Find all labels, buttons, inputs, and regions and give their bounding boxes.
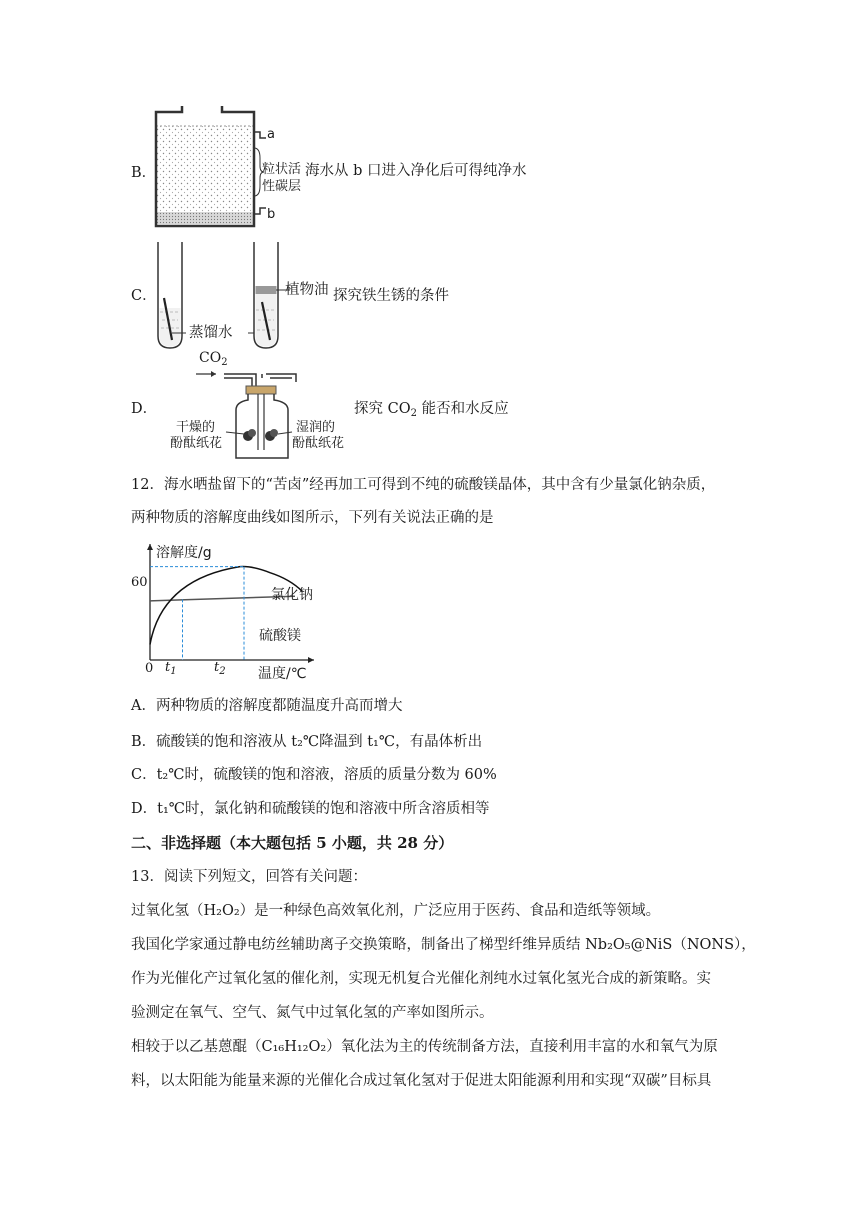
- x-axis-arrow: [308, 657, 314, 663]
- q13-paragraph-1: 过氧化氢（H₂O₂）是一种绿色高效氧化剂，广泛应用于医药、食品和造纸等领域。: [131, 903, 661, 919]
- q13-paragraph-2-line-3: 验测定在氧气、空气、氮气中过氧化氢的产率如图所示。: [131, 1005, 494, 1021]
- chart-x-tick-t2: $t_2$: [214, 660, 226, 677]
- chart-origin-label: 0: [145, 661, 154, 676]
- q12-stem-line-2: 两种物质的溶解度曲线如图所示，下列有关说法正确的是: [131, 510, 494, 526]
- port-a-label: a: [267, 127, 275, 142]
- q13-paragraph-2-line-1: 我国化学家通过静电纺丝辅助离子交换策略，制备出了梯型纤维异质结 Nb₂O₅@NiS（NONS），: [131, 937, 756, 953]
- q13-intro: 13．阅读下列短文，回答有关问题：: [131, 869, 367, 885]
- q13-paragraph-3-line-1: 相较于以乙基蒽醌（C₁₆H₁₂O₂）氧化法为主的传统制备方法，直接利用丰富的水和氧气为原: [131, 1039, 718, 1055]
- carbon-filter-diagram: [150, 104, 270, 234]
- carbon-layer-label-1: 粒状活: [262, 162, 302, 177]
- q12-option-d: D．t₁℃时，氯化钠和硫酸镁的饱和溶液中所含溶质相等: [131, 801, 490, 817]
- water-label: 蒸馏水: [189, 325, 233, 341]
- q12-option-c: C．t₂℃时，硫酸镁的饱和溶液，溶质的质量分数为 60%: [131, 767, 497, 783]
- carbon-layer-label-2: 性碳层: [262, 179, 302, 194]
- option-c-description: 探究铁生锈的条件: [333, 288, 449, 304]
- q12-stem-line-1: 12．海水晒盐留下的“苦卤”经再加工可得到不纯的硫酸镁晶体，其中含有少量氯化钠杂质，: [131, 477, 716, 493]
- wet-flower-label-2: 酚酞纸花: [292, 436, 345, 451]
- chart-y-tick-60: 60: [131, 575, 148, 590]
- series-label-nacl: 氯化钠: [271, 587, 313, 603]
- option-b-description: 海水从 b 口进入净化后可得纯净水: [305, 163, 527, 179]
- q12-option-a: A．两种物质的溶解度都随温度升高而增大: [131, 698, 403, 714]
- option-d-description: 探究 $CO_2$ 能否和水反应: [354, 401, 509, 419]
- chart-y-label: 溶解度/g: [156, 545, 212, 561]
- oil-label: 植物油: [285, 282, 329, 298]
- q12-option-b: B．硫酸镁的饱和溶液从 t₂℃降温到 t₁℃，有晶体析出: [131, 734, 483, 750]
- option-c-letter: C．: [131, 288, 157, 304]
- dry-flower-label-1: 干燥的: [176, 420, 216, 435]
- y-axis-arrow: [147, 544, 153, 550]
- chart-x-tick-t1: $t_1$: [165, 660, 177, 677]
- wet-flower-label-1: 湿润的: [296, 420, 336, 435]
- section-2-heading: 二、非选择题（本大题包括 5 小题，共 28 分）: [131, 834, 454, 852]
- port-b-label: b: [267, 207, 276, 222]
- option-b-letter: B．: [131, 165, 157, 181]
- chart-x-label: 温度/℃: [258, 666, 307, 682]
- co2-gas-label: $CO_2$: [199, 350, 228, 368]
- dry-flower-label-2: 酚酞纸花: [170, 436, 223, 451]
- q13-paragraph-3-line-2: 料，以太阳能为能量来源的光催化合成过氧化氢对于促进太阳能源利用和实现“双碳”目标具: [131, 1073, 712, 1089]
- q13-paragraph-2-line-2: 作为光催化产过氧化氢的催化剂，实现无机复合光催化剂纯水过氧化氢光合成的新策略。实: [131, 971, 711, 987]
- option-d-letter: D．: [131, 401, 158, 417]
- series-label-mgso4: 硫酸镁: [259, 628, 301, 644]
